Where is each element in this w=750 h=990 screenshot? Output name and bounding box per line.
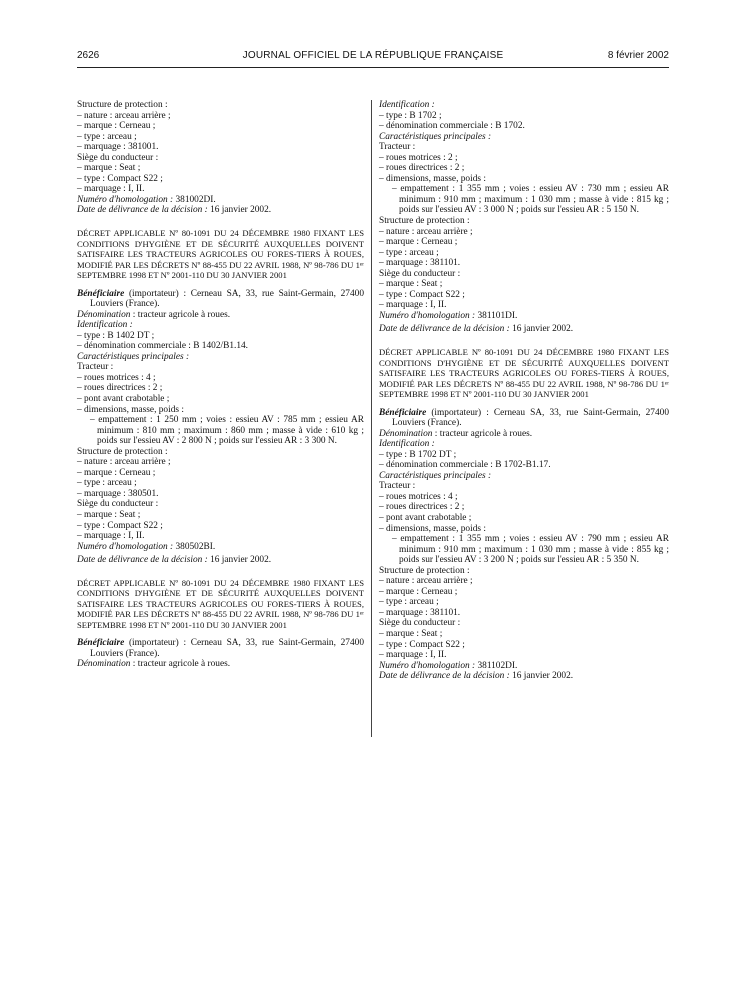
list-item: – roues motrices : 2 ; [379,152,458,163]
identification-heading: Identification : [379,100,435,110]
left-column [77,100,364,670]
dimensions-detail: – empattement : 1 250 mm ; voies : essieu AV : 785 mm ; essieu AR minimum : 810 mm ; maximum : 860 mm ; masse à vide : 610 kg ; poids sur l'essieu AV : 2 800 N ; poids sur l'essieu AR : 3 300 N. [90,415,364,447]
page-number: 2626 [77,50,100,61]
beneficiary: Bénéficiaire (importateur) : Cerneau SA, 33, rue Saint-Germain, 27400 Louviers (France). [379,407,669,429]
issue-date: 8 février 2002 [607,50,669,61]
list-item: – roues motrices : 4 ; [379,491,458,502]
list-item: – marque : Seat ; [379,629,443,640]
homologation-number: Numéro d'homologation : 381002DI. [77,194,216,205]
list-item: – marque : Cerneau ; [77,121,156,132]
list-item: – type : arceau ; [77,131,137,142]
text-line: Siège du conducteur : [77,152,159,163]
list-item: – dénomination commerciale : B 1402/B1.14. [77,341,249,352]
decree-heading: DÉCRET APPLICABLE Nº 80-1091 DU 24 DÉCEMBRE 1980 FIXANT LES CONDITIONS D'HYGIÈNE ET DE SÉCURITÉ AUXQUELLES DOIVENT SATISFAIRE LES TRACTEURS AGRICOLES OU FORES-TIERS À ROUES, MODIFIÉ PAR LES DÉCRETS Nº 88-455 DU 22 AVRIL 1988, Nº 98-786 DU 1ᵉʳ SEPTEMBRE 1998 ET Nº 2001-110 DU 30 JANVIER 2001 [77,228,364,281]
characteristics-heading: Caractéristiques principales : [379,470,492,481]
list-item: – marquage : I, II. [77,184,145,195]
list-item: – dimensions, masse, poids : [379,523,486,534]
list-item: – nature : arceau arrière ; [379,576,473,587]
header-rule [77,67,669,68]
decision-date: Date de délivrance de la décision : 16 janvier 2002. [77,205,272,216]
list-item: – marquage : 381101. [379,607,461,618]
text-line: Tracteur : [77,362,114,373]
right-column [379,100,669,682]
page-header [77,50,669,64]
decree-heading: DÉCRET APPLICABLE Nº 80-1091 DU 24 DÉCEMBRE 1980 FIXANT LES CONDITIONS D'HYGIÈNE ET DE SÉCURITÉ AUXQUELLES DOIVENT SATISFAIRE LES TRACTEURS AGRICOLES OU FORES-TIERS À ROUES, MODIFIÉ PAR LES DÉCRETS Nº 88-455 DU 22 AVRIL 1988, Nº 98-786 DU 1ᵉʳ SEPTEMBRE 1998 ET Nº 2001-110 DU 30 JANVIER 2001 [77,577,364,630]
list-item: – marque : Seat ; [379,279,443,290]
list-item: – marque : Seat ; [77,163,141,174]
list-item: – dimensions, masse, poids : [379,173,486,184]
column-divider [371,100,372,737]
denomination: Dénomination : tracteur agricole à roues. [77,659,231,670]
list-item: – marquage : 381101. [379,258,461,269]
text-line: Structure de protection : [77,100,168,110]
beneficiary: Bénéficiaire (importateur) : Cerneau SA, 33, rue Saint-Germain, 27400 Louviers (France). [77,638,364,659]
text-line: Siège du conducteur : [379,618,461,629]
list-item: – type : B 1702 ; [379,110,442,121]
list-item: – roues directrices : 2 ; [77,383,163,394]
identification-heading: Identification : [379,439,435,450]
text-line: Structure de protection : [379,565,470,576]
characteristics-heading: Caractéristiques principales : [379,131,492,142]
list-item: – marquage : 381001. [77,142,159,153]
homologation-number: Numéro d'homologation : 381101DI. [379,310,518,321]
decree-heading: DÉCRET APPLICABLE Nº 80-1091 DU 24 DÉCEMBRE 1980 FIXANT LES CONDITIONS D'HYGIÈNE ET DE SÉCURITÉ AUXQUELLES DOIVENT SATISFAIRE LES TRACTEURS AGRICOLES OU FORES-TIERS À ROUES, MODIFIÉ PAR LES DÉCRETS Nº 88-455 DU 22 AVRIL 1988, Nº 98-786 DU 1ᵉʳ SEPTEMBRE 1998 ET Nº 2001-110 DU 30 JANVIER 2001 [379,347,669,400]
text-line: Siège du conducteur : [379,268,461,279]
journal-title: JOURNAL OFFICIEL DE LA RÉPUBLIQUE FRANÇAISE [242,50,504,61]
list-item: – nature : arceau arrière ; [77,110,171,121]
list-item: – marque : Cerneau ; [77,467,156,478]
list-item: – roues motrices : 4 ; [77,372,156,383]
list-item: – type : Compact S22 ; [77,173,163,184]
list-item: – type : B 1402 DT ; [77,330,155,341]
denomination: Dénomination : tracteur agricole à roues. [77,309,231,320]
list-item: – nature : arceau arrière ; [379,226,473,237]
text-line: Structure de protection : [379,216,470,227]
list-item: – marque : Cerneau ; [379,237,458,248]
beneficiary: Bénéficiaire (importateur) : Cerneau SA, 33, rue Saint-Germain, 27400 Louviers (France). [77,288,364,310]
list-item: – pont avant crabotable ; [77,393,170,404]
list-item: – nature : arceau arrière ; [77,457,171,468]
list-item: – type : arceau ; [379,247,439,258]
list-item: – roues directrices : 2 ; [379,163,465,174]
list-item: – type : B 1702 DT ; [379,449,457,460]
decision-date: Date de délivrance de la décision : 16 janvier 2002. [77,555,272,566]
text-line: Structure de protection : [77,446,168,457]
text-line: Tracteur : [379,481,416,492]
list-item: – type : arceau ; [77,478,137,489]
dimensions-detail: – empattement : 1 355 mm ; voies : essieu AV : 730 mm ; essieu AR minimum : 910 mm ; maximum : 1 030 mm ; masse à vide : 815 kg ; poids sur l'essieu AV : 3 000 N ; poids sur l'essieu AR : 5 150 N. [392,184,669,216]
list-item: – type : Compact S22 ; [379,289,465,300]
list-item: – marquage : I, II. [379,300,447,311]
homologation-number: Numéro d'homologation : 380502BI. [77,541,216,552]
list-item: – pont avant crabotable ; [379,513,472,523]
list-item: – type : Compact S22 ; [77,520,163,531]
list-item: – marque : Cerneau ; [379,586,458,597]
list-item: – marquage : I, II. [379,650,447,661]
list-item: – type : arceau ; [379,597,439,608]
characteristics-heading: Caractéristiques principales : [77,351,190,362]
list-item: – dimensions, masse, poids : [77,404,184,415]
text-line: Tracteur : [379,142,416,153]
text-line: Siège du conducteur : [77,499,159,510]
list-item: – type : Compact S22 ; [379,639,465,650]
list-item: – dénomination commerciale : B 1702-B1.17. [379,460,551,471]
list-item: – roues directrices : 2 ; [379,502,465,513]
homologation-number: Numéro d'homologation : 381102DI. [379,660,518,671]
denomination: Dénomination : tracteur agricole à roues. [379,428,533,439]
dimensions-detail: – empattement : 1 355 mm ; voies : essieu AV : 790 mm ; essieu AR minimum : 910 mm ; maximum : 1 030 mm ; masse à vide : 855 kg ; poids sur l'essieu AV : 3 200 N ; poids sur l'essieu AR : 5 350 N. [392,534,669,566]
list-item: – marquage : I, II. [77,531,145,542]
decision-date: Date de délivrance de la décision : 16 janvier 2002. [379,671,574,682]
identification-heading: Identification : [77,320,133,331]
decision-date: Date de délivrance de la décision : 16 janvier 2002. [379,324,574,335]
list-item: – dénomination commerciale : B 1702. [379,121,525,132]
list-item: – marquage : 380501. [77,488,159,499]
list-item: – marque : Seat ; [77,510,141,520]
